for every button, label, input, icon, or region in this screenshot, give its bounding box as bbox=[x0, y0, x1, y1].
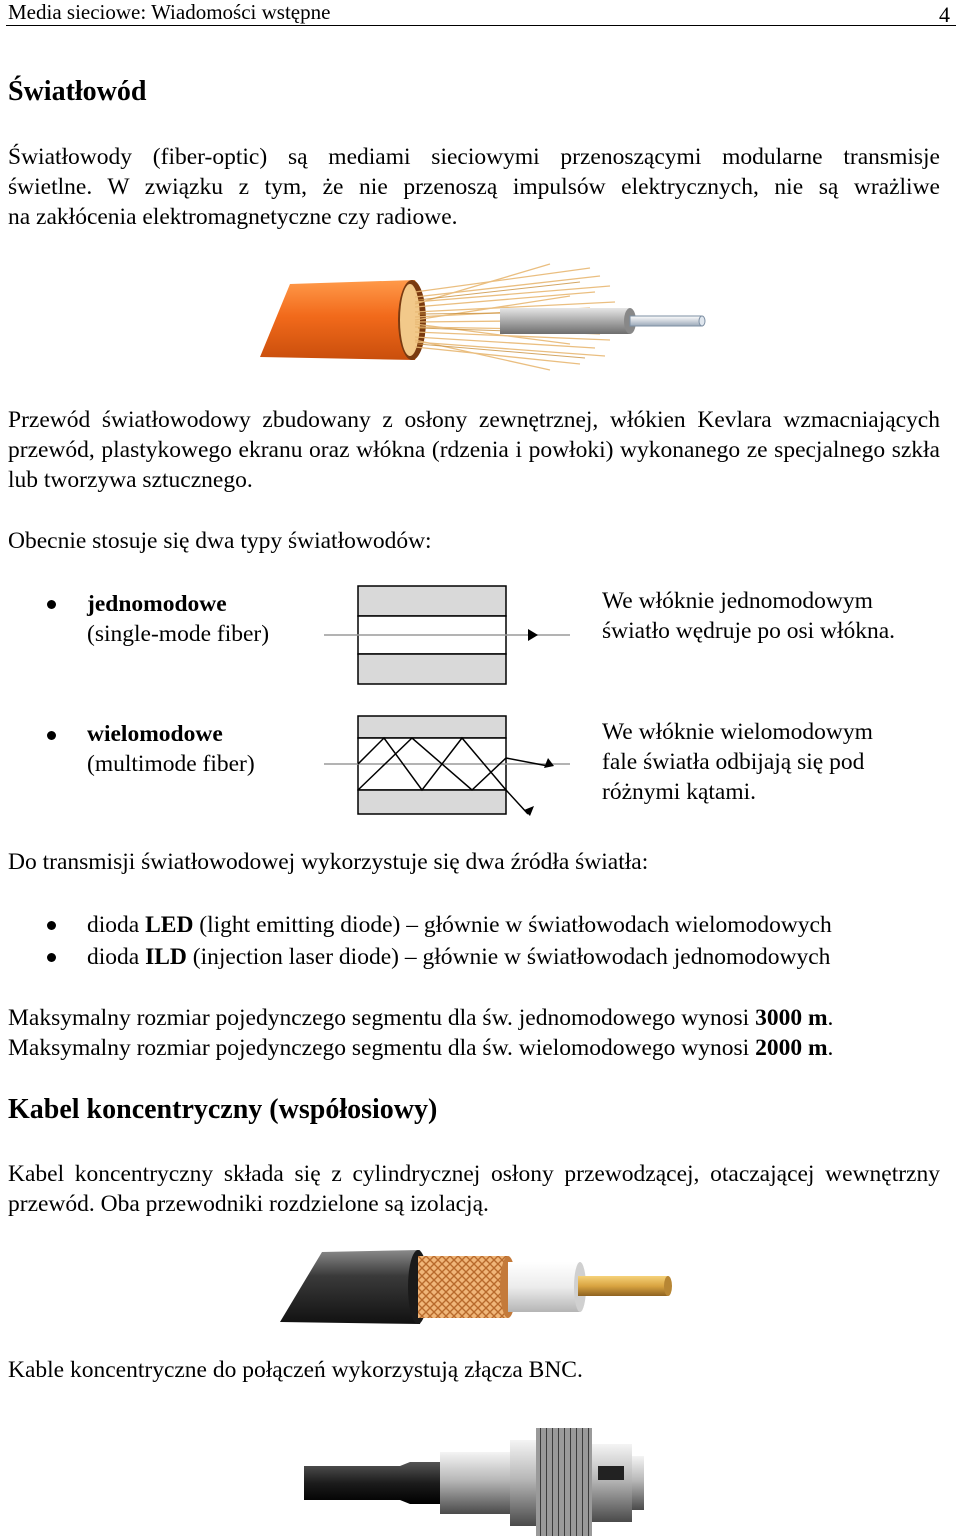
bullet-dot bbox=[47, 921, 56, 930]
light-sources-intro: Do transmisji światłowodowej wykorzystuje się dwa źródła światła: bbox=[8, 849, 649, 875]
page-number: 4 bbox=[939, 2, 950, 27]
section-heading-fiber: Światłowód bbox=[8, 76, 147, 107]
bnc-sentence: Kable koncentryczne do połączeń wykorzystują złącza BNC. bbox=[8, 1357, 583, 1383]
single-mode-name: jednomodowe bbox=[87, 591, 227, 617]
multi-mode-english: (multimode fiber) bbox=[87, 751, 255, 777]
fiber-intro-line3: na zakłócenia elektromagnetyczne czy radiowe. bbox=[8, 204, 458, 230]
bullet-dot bbox=[47, 731, 56, 740]
single-mode-english: (single-mode fiber) bbox=[87, 621, 270, 647]
light-source-ild: dioda ILD (injection laser diode) – głównie w światłowodach jednomodowych bbox=[87, 944, 831, 970]
fiber-construction-paragraph: Przewód światłowodowy zbudowany z osłony zewnętrznej, włókien Kevlara wzmacniających przewód, plastykowego ekranu oraz włókna (rdzenia i powłoki) wykonanego ze specjalnego szkła lub tworzywa sztucznego. bbox=[8, 407, 940, 493]
running-header-title: Media sieciowe: Wiadomości wstępne bbox=[8, 0, 331, 24]
fiber-cable-illustration bbox=[250, 262, 720, 372]
multi-mode-diagram bbox=[322, 714, 572, 818]
light-source-led: dioda LED (light emitting diode) – głównie w światłowodach wielomodowych bbox=[87, 912, 832, 938]
bullet-dot bbox=[47, 953, 56, 962]
multi-mode-desc-line1: We włóknie wielomodowym bbox=[602, 719, 873, 745]
header-rule bbox=[6, 25, 956, 26]
coax-description: Kabel koncentryczny składa się z cylindrycznej osłony przewodzącej, otaczającej wewnętrzny przewód. Oba przewodniki rozdzielone są izolacją. bbox=[8, 1161, 940, 1217]
single-mode-diagram bbox=[322, 584, 572, 688]
coax-cable-illustration bbox=[270, 1244, 680, 1328]
fiber-intro-line2: świetlne. W związku z tym, że nie przenoszą impulsów elektrycznych, nie są wrażliwe bbox=[8, 174, 940, 200]
max-segment-multi-mode: Maksymalny rozmiar pojedynczego segmentu dla św. wielomodowego wynosi 2000 m. bbox=[8, 1035, 834, 1061]
fiber-types-intro: Obecnie stosuje się dwa typy światłowodów: bbox=[8, 528, 432, 554]
fiber-intro-line1: Światłowody (fiber-optic) są mediami sieciowymi przenoszącymi modularne transmisje bbox=[8, 144, 940, 170]
section-heading-coax: Kabel koncentryczny (współosiowy) bbox=[8, 1094, 438, 1125]
multi-mode-desc-line3: różnymi kątami. bbox=[602, 779, 757, 805]
multi-mode-desc-line2: fale światła odbijają się pod bbox=[602, 749, 865, 775]
max-segment-single-mode: Maksymalny rozmiar pojedynczego segmentu dla św. jednomodowego wynosi 3000 m. bbox=[8, 1005, 834, 1031]
single-mode-desc-line2: światło wędruje po osi włókna. bbox=[602, 618, 896, 644]
single-mode-desc-line1: We włóknie jednomodowym bbox=[602, 588, 873, 614]
bullet-dot bbox=[47, 600, 56, 609]
multi-mode-name: wielomodowe bbox=[87, 721, 223, 747]
bnc-connector-illustration bbox=[300, 1422, 670, 1537]
